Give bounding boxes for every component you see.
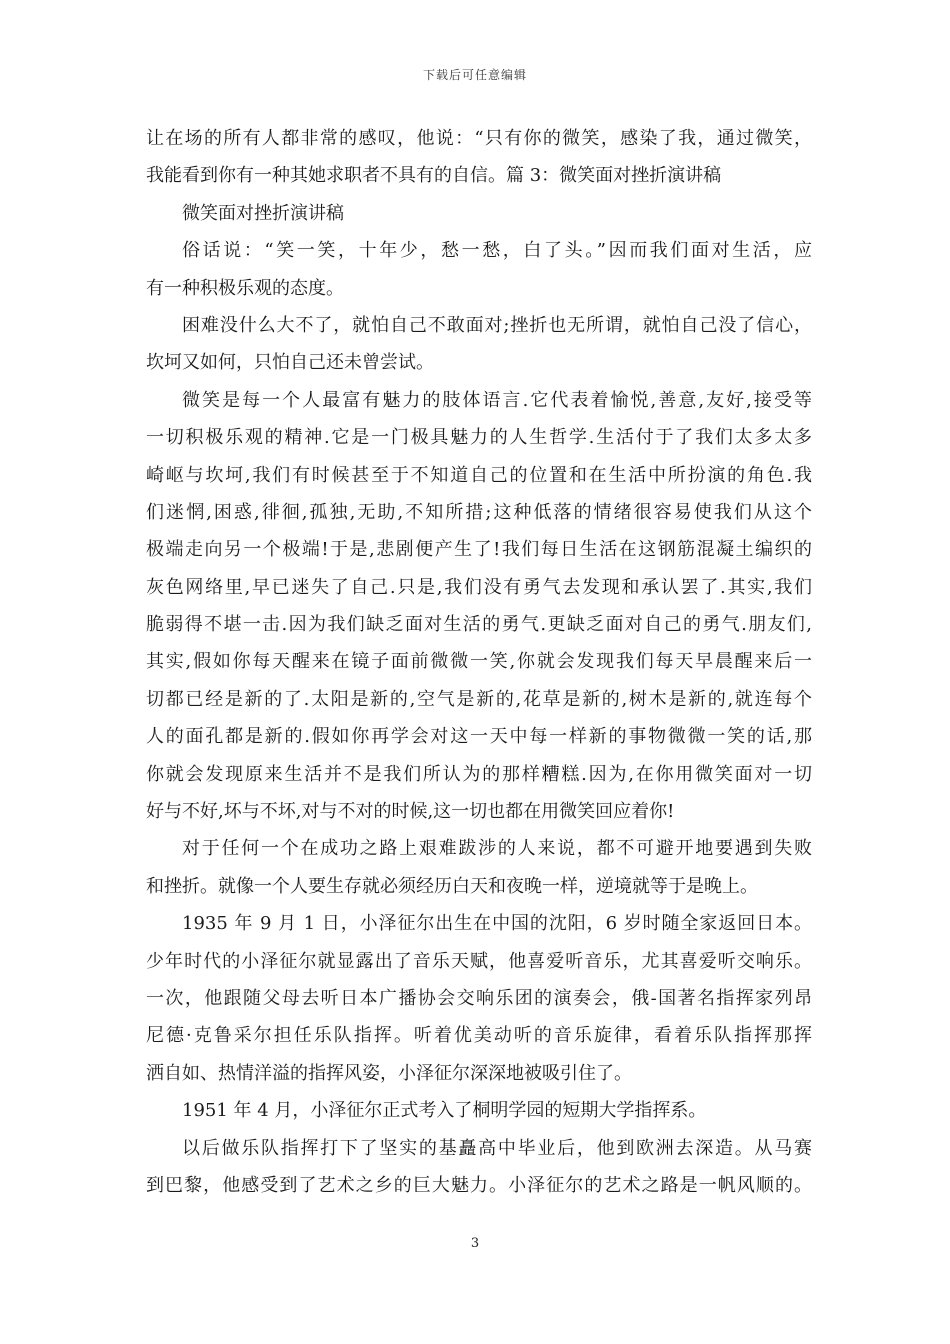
page-header: 下载后可任意编辑 (422, 68, 527, 82)
text-line: 其实,假如你每天醒来在镜子面前微微一笑,你就会发现我们每天早晨醒来后一 (146, 651, 812, 673)
text-line: 1935 年 9 月 1 日，小泽征尔出生在中国的沈阳，6 岁时随全家返回日本。 (182, 913, 812, 935)
text-line: 们迷惘,困惑,徘徊,孤独,无助,不知所措;这种低落的情绪很容易使我们从这个 (146, 501, 812, 523)
text-line: 极端走向另一个极端!于是,悲剧便产生了!我们每日生活在这钢筋混凝土编织的 (146, 539, 812, 561)
text-line: 微笑是每一个人最富有魅力的肢体语言.它代表着愉悦,善意,友好,接受等 (182, 389, 812, 411)
text-line: 你就会发现原来生活并不是我们所认为的那样糟糕.因为,在你用微笑面对一切 (146, 763, 812, 785)
text-line: 困难没什么大不了，就怕自己不敢面对;挫折也无所谓，就怕自己没了信心， (182, 314, 812, 336)
text-line: 一切积极乐观的精神.它是一门极具魅力的人生哲学.生活付于了我们太多太多 (146, 427, 812, 449)
text-line: 崎岖与坎坷,我们有时候甚至于不知道自己的位置和在生活中所扮演的角色.我 (146, 464, 812, 486)
text-line: 少年时代的小泽征尔就显露出了音乐天赋，他喜爱听音乐，尤其喜爱听交响乐。 (146, 950, 812, 972)
text-line: 人的面孔都是新的.假如你再学会对这一天中每一样新的事物微微一笑的话,那 (146, 726, 812, 748)
text-line: 和挫折。就像一个人要生存就必须经历白天和夜晚一样，逆境就等于是晚上。 (146, 875, 758, 897)
text-line: 好与不好,坏与不坏,对与不对的时候,这一切也都在用微笑回应着你! (146, 801, 675, 823)
text-line: 让在场的所有人都非常的感叹，他说：“只有你的微笑，感染了我，通过微笑， (146, 128, 812, 149)
document-body (146, 120, 812, 1204)
text-line: 俗话说：“笑一笑，十年少，愁一愁，白了头。”因而我们面对生活，应 (182, 240, 812, 262)
page-number: 3 (470, 1236, 480, 1251)
text-line: 尼德·克鲁采尔担任乐队指挥。听着优美动听的音乐旋律，看着乐队指挥那挥 (146, 1025, 812, 1047)
text-line: 脆弱得不堪一击.因为我们缺乏面对生活的勇气.更缺乏面对自己的勇气.朋友们, (146, 614, 812, 636)
text-line: 我能看到你有一种其她求职者不具有的自信。篇 3：微笑面对挫折演讲稿 (146, 165, 722, 187)
text-line: 微笑面对挫折演讲稿 (182, 202, 344, 224)
text-line: 切都已经是新的了.太阳是新的,空气是新的,花草是新的,树木是新的,就连每个 (146, 688, 812, 710)
text-line: 有一种积极乐观的态度。 (146, 277, 344, 299)
text-line: 以后做乐队指挥打下了坚实的基矗高中毕业后，他到欧洲去深造。从马赛 (182, 1137, 812, 1159)
text-line: 坎坷又如何，只怕自己还未曾尝试。 (146, 352, 434, 374)
text-line: 洒自如、热情洋溢的指挥风姿，小泽征尔深深地被吸引住了。 (146, 1062, 632, 1084)
text-line: 一次，他跟随父母去听日本广播协会交响乐团的演奏会，俄-国著名指挥家列昂 (146, 987, 812, 1009)
text-line: 对于任何一个在成功之路上艰难跋涉的人来说，都不可避开地要遇到失败 (182, 838, 812, 860)
text-line: 到巴黎，他感受到了艺术之乡的巨大魅力。小泽征尔的艺术之路是一帆风顺的。 (146, 1174, 812, 1196)
text-line: 灰色网络里,早已迷失了自己.只是,我们没有勇气去发现和承认罢了.其实,我们 (146, 576, 812, 598)
text-line: 1951 年 4 月，小泽征尔正式考入了桐明学园的短期大学指挥系。 (182, 1100, 707, 1122)
